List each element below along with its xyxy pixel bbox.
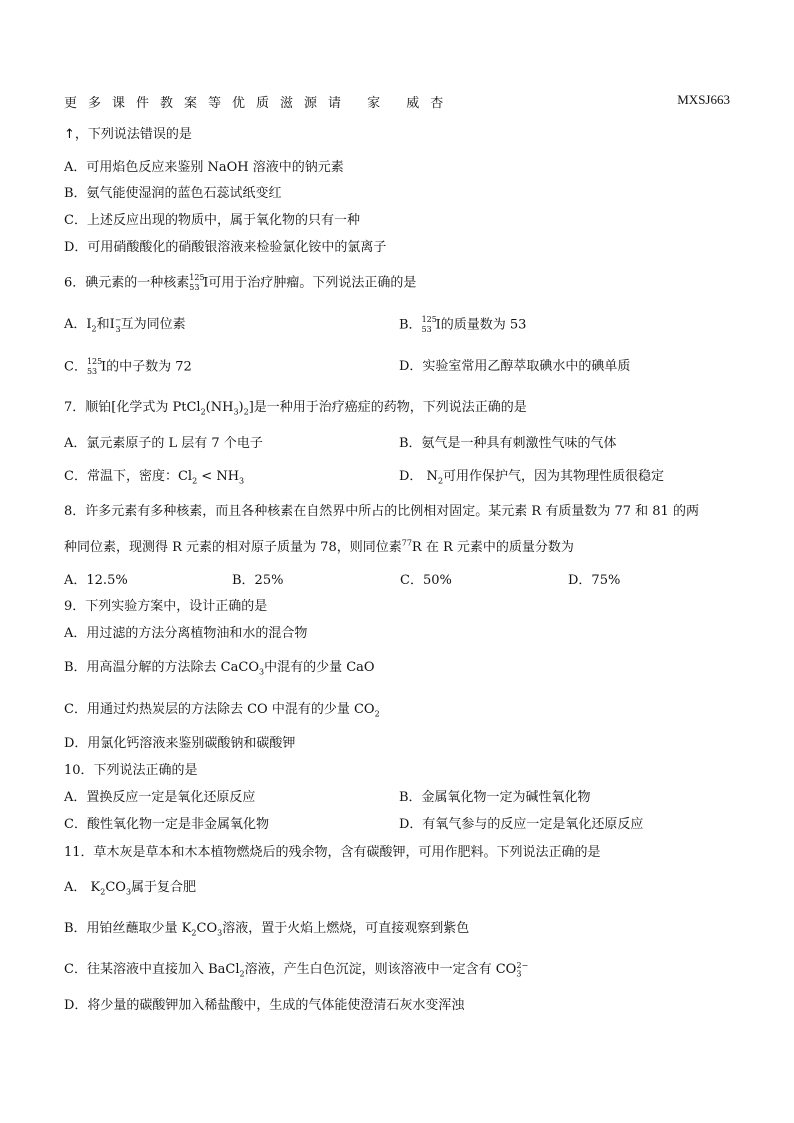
q8-options: [64, 572, 736, 590]
q6-option-c: C． 125 53 I的中子数为 72: [64, 357, 192, 376]
q8-option-c: C．50%: [400, 573, 452, 588]
q9-option-b: B．用高温分解的方法除去 CaCO$_3$中混有的少量 CaO: [64, 660, 375, 677]
q10-option-a: A．置换反应一定是氧化还原反应: [64, 790, 256, 805]
q7-option-c: C．常温下，密度：$Cl_2 < NH_3$: [64, 469, 245, 486]
q8-stem-line1: 8．许多元素有多种核素，而且各种核素在自然界中所占的比例相对固定。某元素 R 有质量数为 77 和 81 的两: [64, 504, 699, 519]
page-header: [64, 92, 730, 110]
q11-option-a: A． $K_2CO_3$属于复合肥: [64, 880, 197, 897]
q10-stem: 10．下列说法正确的是: [64, 763, 198, 778]
q7-option-b: B．氨气是一种具有刺激性气味的气体: [399, 436, 617, 451]
q10-option-b: B．金属氧化物一定为碱性氧化物: [399, 790, 591, 805]
up-arrow-icon: ↑: [64, 127, 75, 142]
q8-option-d: D．75%: [568, 573, 621, 588]
q10-option-d: D．有氧气参与的反应一定是氧化还原反应: [399, 817, 644, 832]
q6-stem: 6．碘元素的一种核素 125 53 I可用于治疗肿瘤。下列说法正确的是: [64, 273, 417, 292]
q5-option-c: C．上述反应出现的物质中，属于氧化物的只有一种: [64, 213, 360, 228]
q9-option-a: A．用过滤的方法分离植物油和水的混合物: [64, 626, 308, 641]
q7-option-a: A．氯元素原子的 L 层有 7 个电子: [64, 436, 263, 451]
q7-stem: 7．顺铂[化学式为 $PtCl_2(NH_3)_2$]是一种用于治疗癌症的药物，下列说法正确的是: [64, 400, 527, 417]
q8-stem-line2: 种同位素，现测得 R 元素的相对原子质量为 78，则同位素$^{77}$R 在 R 元素中的质量分数为: [64, 538, 574, 555]
header-code: MXSJ663: [677, 92, 730, 107]
q11-option-c: C．往某溶液中直接加入 BaCl$_2$溶液，产生白色沉淀，则该溶液中一定含有 $CO_3^{2-}$: [64, 960, 529, 979]
q8-option-b: B．25%: [232, 573, 284, 588]
q5-option-d: D．可用硝酸酸化的硝酸银溶液来检验氯化铵中的氯离子: [64, 240, 387, 255]
q10-option-c: C．酸性氧化物一定是非金属氧化物: [64, 817, 269, 832]
q5-option-a: A．可用焰色反应来鉴别 NaOH 溶液中的钠元素: [64, 160, 344, 175]
isotope-notation: 125 53: [189, 273, 205, 292]
header-left-text: 更多课件教案等优质滋源请 家 威杏: [64, 96, 455, 111]
q5-option-b: B．氨气能使湿润的蓝色石蕊试纸变红: [64, 186, 282, 201]
q6-option-a: A．$I_2$和$I^-_3$互为同位素: [64, 315, 186, 334]
q9-option-d: D．用氯化钙溶液来鉴别碳酸钠和碳酸钾: [64, 736, 296, 751]
q7-option-d: D． $N_2$可用作保护气，因为其物理性质很稳定: [399, 469, 665, 486]
q8-option-a: A．12.5%: [64, 573, 128, 588]
q11-stem: 11．草木灰是草本和木本植物燃烧后的残余物，含有碳酸钾，可用作肥料。下列说法正确的是: [64, 845, 601, 860]
q6-option-d: D．实验室常用乙醇萃取碘水中的碘单质: [399, 359, 631, 374]
q5-stem: ↑，下列说法错误的是: [64, 127, 192, 142]
q11-option-b: B．用铂丝蘸取少量 $K_2CO_3$溶液，置于火焰上燃烧，可直接观察到紫色: [64, 921, 470, 938]
q6-option-b: B． 125 53 I的质量数为 53: [399, 315, 527, 334]
q9-stem: 9．下列实验方案中，设计正确的是: [64, 599, 268, 614]
q11-option-d: D．将少量的碳酸钾加入稀盐酸中，生成的气体能使澄清石灰水变浑浊: [64, 998, 465, 1013]
q9-option-c: C．用通过灼热炭层的方法除去 CO 中混有的少量 $CO_2$: [64, 702, 380, 719]
